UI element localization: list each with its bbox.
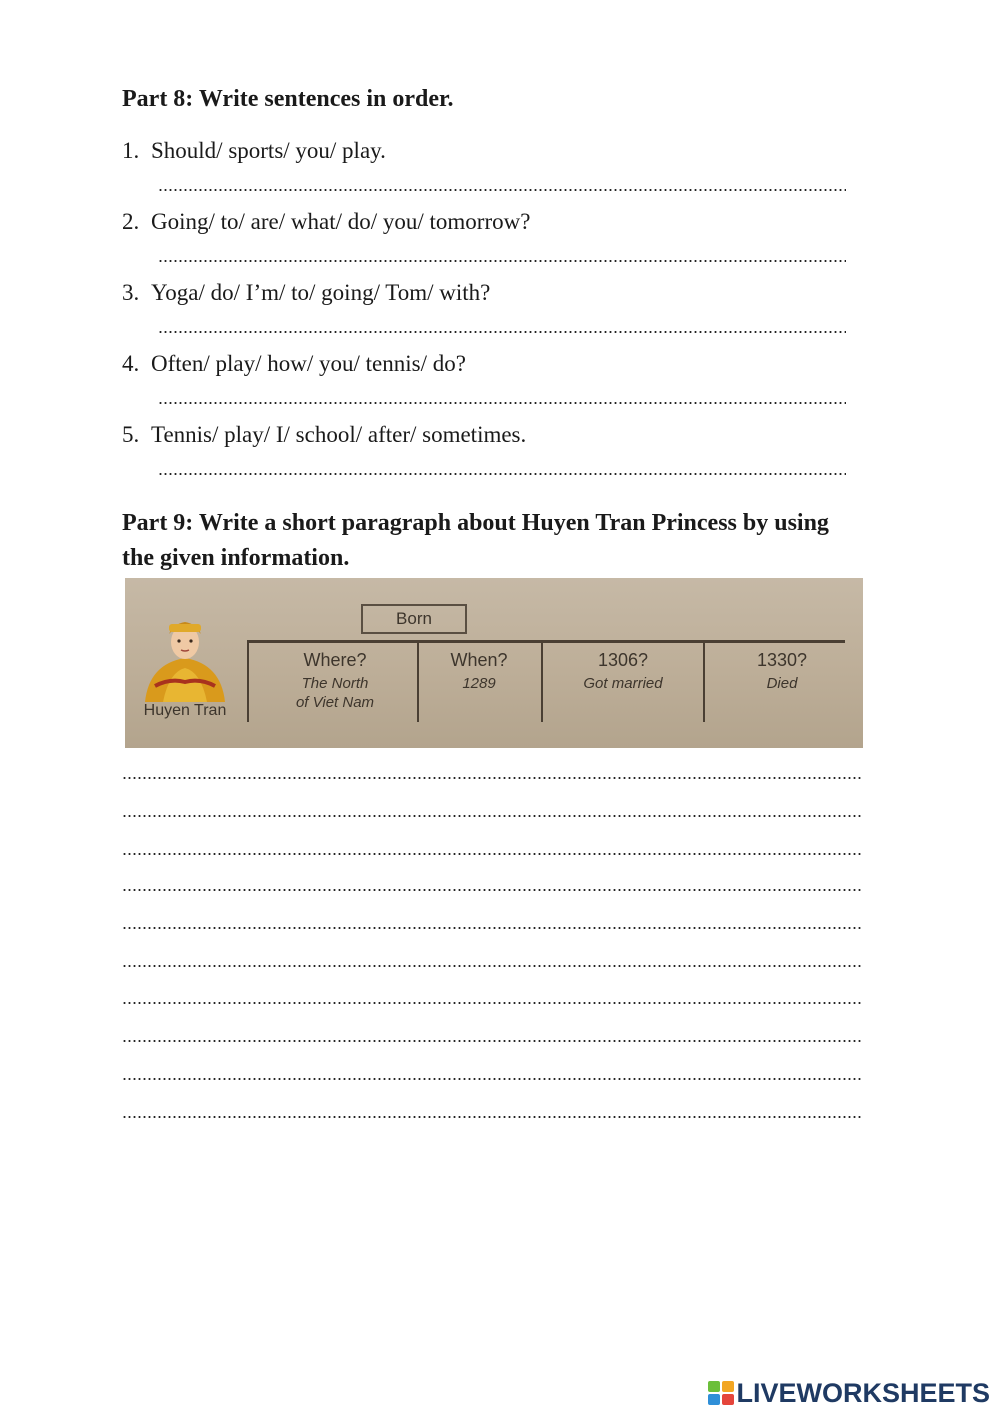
item-text: Should/ sports/ you/ play. [151, 138, 386, 163]
portrait-label: Huyen Tran [143, 702, 227, 719]
column-question: When? [450, 650, 508, 670]
column-question: Where? [303, 650, 367, 670]
paragraph-line-5[interactable] [122, 922, 862, 932]
info-column-where [255, 648, 415, 712]
item-text: Tennis/ play/ I/ school/ after/ sometimes. [151, 422, 527, 447]
column-answer: Got married [583, 675, 663, 692]
column-answer: The North [301, 675, 369, 692]
paragraph-line-2[interactable] [122, 810, 862, 820]
sentence-item-5 [122, 420, 526, 450]
sentence-item-2 [122, 207, 530, 237]
sentence-item-4 [122, 349, 466, 379]
item-number: 4. [122, 351, 140, 376]
liveworksheets-mark-icon [708, 1381, 734, 1405]
princess-portrait-icon [135, 616, 235, 702]
column-question: 1330? [756, 650, 808, 670]
sentence-item-1 [122, 136, 386, 166]
answer-line-2[interactable] [158, 255, 846, 265]
item-number: 5. [122, 422, 140, 447]
paragraph-line-10[interactable] [122, 1111, 862, 1121]
column-answer: Died [766, 675, 798, 692]
info-column-1330 [707, 648, 857, 693]
item-text: Yoga/ do/ I’m/ to/ going/ Tom/ with? [151, 280, 491, 305]
liveworksheets-logo [708, 1378, 990, 1408]
item-number: 2. [122, 209, 140, 234]
item-number: 1. [122, 138, 140, 163]
answer-line-1[interactable] [158, 184, 846, 194]
column-divider [703, 642, 705, 722]
born-label: Born [361, 604, 467, 634]
item-text: Often/ play/ how/ you/ tennis/ do? [151, 351, 466, 376]
column-answer: 1289 [462, 675, 496, 692]
column-answer-line2: of Viet Nam [295, 694, 375, 711]
answer-line-5[interactable] [158, 468, 846, 478]
column-question: 1306? [597, 650, 649, 670]
part8-heading: Part 8: Write sentences in order. [122, 86, 454, 112]
paragraph-line-6[interactable] [122, 960, 862, 970]
paragraph-line-3[interactable] [122, 848, 862, 858]
paragraph-line-9[interactable] [122, 1073, 862, 1083]
paragraph-line-8[interactable] [122, 1035, 862, 1045]
column-divider [541, 642, 543, 722]
huyen-tran-info-image [125, 578, 863, 748]
paragraph-line-1[interactable] [122, 772, 862, 782]
part9-heading: Part 9: Write a short paragraph about Huyen Tran Princess by using the given information. [122, 510, 829, 571]
column-divider [247, 642, 249, 722]
answer-line-3[interactable] [158, 326, 846, 336]
item-number: 3. [122, 280, 140, 305]
answer-line-4[interactable] [158, 397, 846, 407]
column-divider [417, 642, 419, 722]
paragraph-line-4[interactable] [122, 884, 862, 894]
info-column-when [420, 648, 538, 693]
logo-text: LIVEWORKSHEETS [736, 1377, 990, 1408]
paragraph-line-7[interactable] [122, 997, 862, 1007]
info-column-1306 [545, 648, 701, 693]
timeline-divider [247, 640, 845, 643]
sentence-item-3 [122, 278, 490, 308]
item-text: Going/ to/ are/ what/ do/ you/ tomorrow? [151, 209, 531, 234]
